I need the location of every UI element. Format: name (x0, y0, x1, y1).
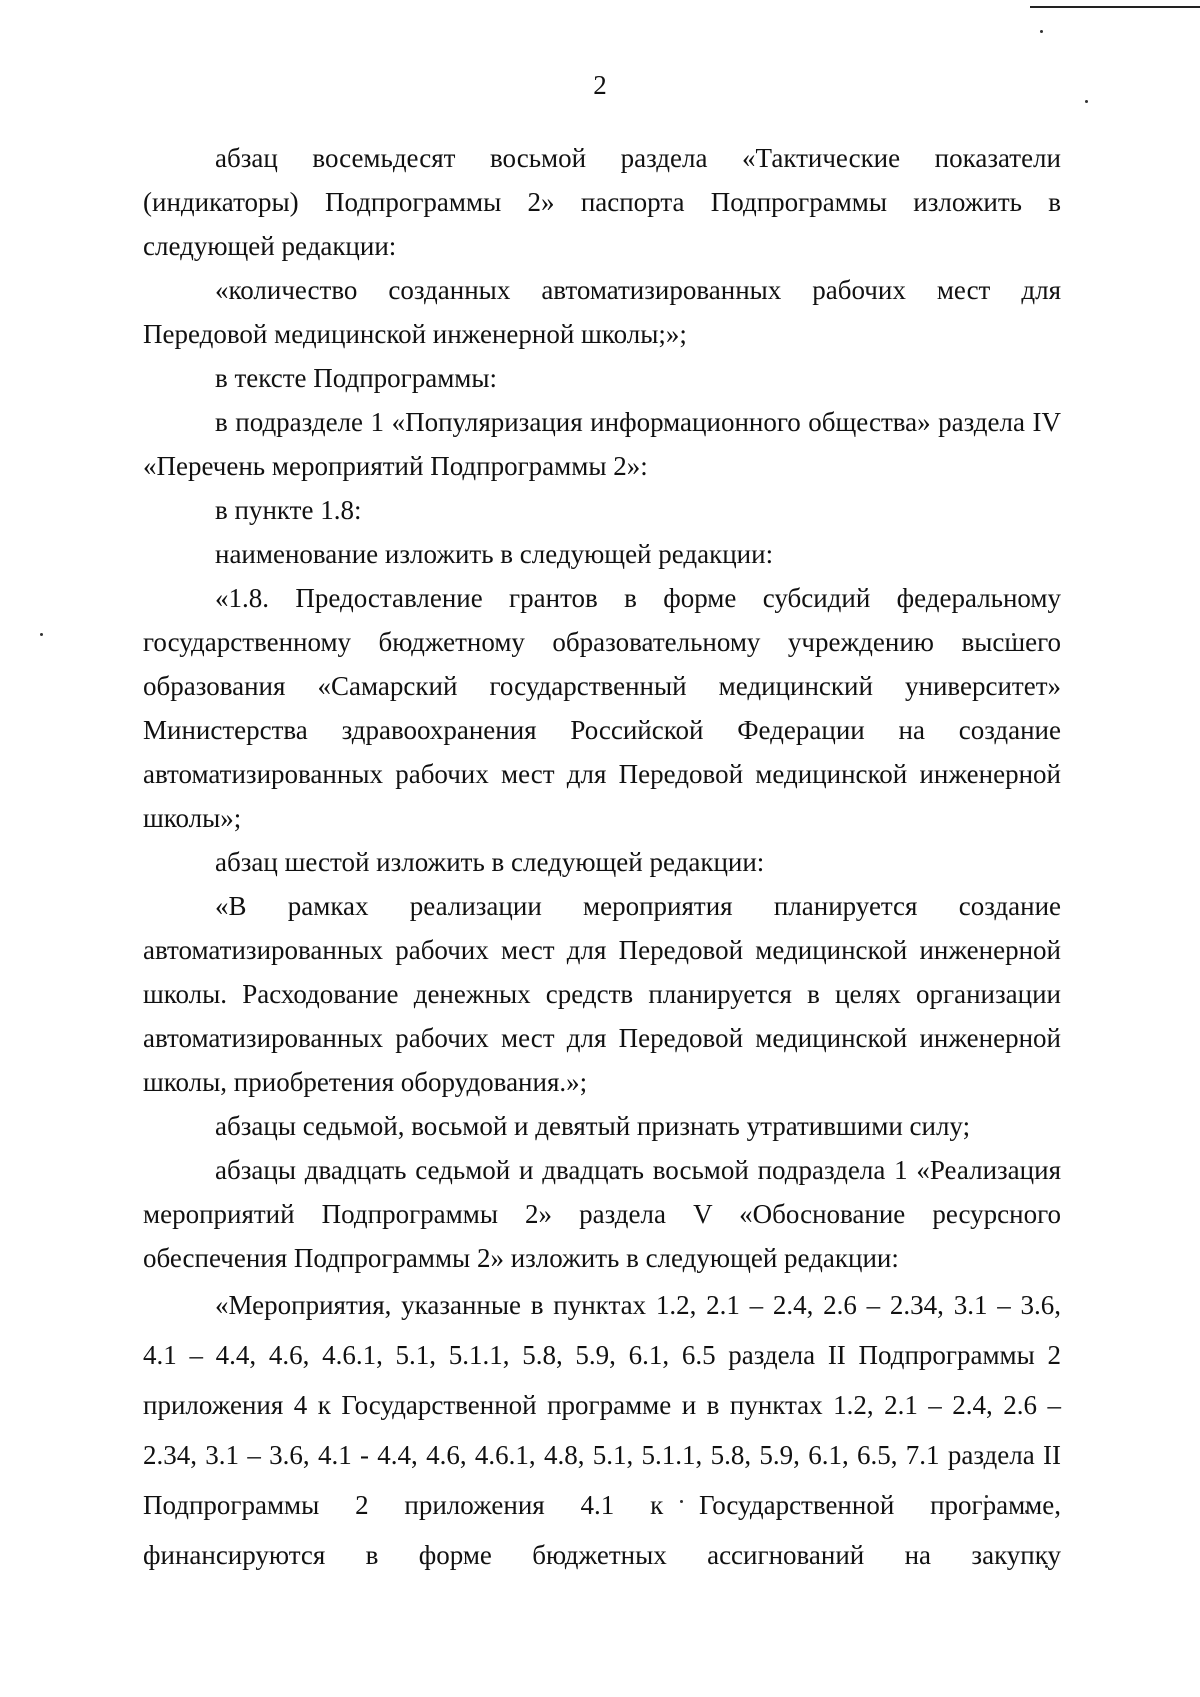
paragraph: абзацы двадцать седьмой и двадцать восьмой подраздела 1 «Реализация мероприятий Подпрограммы 2» раздела V «Обоснование ресурсного обеспечения Подпрограммы 2» изложить в следующей редакции: (143, 1155, 1061, 1273)
scan-speck (1040, 30, 1043, 33)
paragraph: абзац шестой изложить в следующей редакции: (215, 847, 765, 877)
paragraph: абзац восемьдесят восьмой раздела «Тактические показатели (индикаторы) Подпрограммы 2» паспорта Подпрограммы изложить в следующей редакции: (143, 143, 1061, 261)
paragraph: «1.8. Предоставление грантов в форме субсидий федеральному государственному бюджетному образовательному учреждению высшего образования «Самарский государственный медицинский университет» Министерства здравоохранения Российской Федерации на создание автоматизированных рабочих мест для Передовой медицинской инженерной школы»; (143, 583, 1061, 833)
paragraph: наименование изложить в следующей редакции: (215, 539, 774, 569)
header-rule (1030, 6, 1200, 8)
page-number: 2 (593, 70, 607, 100)
document-body (143, 136, 1061, 1580)
paragraph: в тексте Подпрограммы: (215, 363, 498, 393)
paragraph: «количество созданных автоматизированных рабочих мест для Передовой медицинской инженерной школы;»; (143, 275, 1061, 349)
paragraph: «Мероприятия, указанные в пунктах 1.2, 2.1 – 2.4, 2.6 – 2.34, 3.1 – 3.6, 4.1 – 4.4, 4.6, 4.6.1, 5.1, 5.1.1, 5.8, 5.9, 6.1, 6.5 раздела II Подпрограммы 2 приложения 4 к Государственной программе и в пунктах 1.2, 2.1 – 2.4, 2.6 – 2.34, 3.1 – 3.6, 4.1 - 4.4, 4.6, 4.6.1, 4.8, 5.1, 5.1.1, 5.8, 5.9, 6.1, 6.5, 7.1 раздела II Подпрограммы 2 приложения 4.1 к Государственной программе, финансируются в форме бюджетных ассигнований на закупку (143, 1290, 1061, 1570)
scan-speck (40, 633, 43, 636)
paragraph: в подразделе 1 «Популяризация информационного общества» раздела IV «Перечень мероприятий Подпрограммы 2»: (143, 407, 1061, 481)
paragraph: в пункте 1.8: (215, 495, 362, 525)
paragraph: абзацы седьмой, восьмой и девятый признать утратившими силу; (215, 1111, 971, 1141)
paragraph: «В рамках реализации мероприятия планируется создание автоматизированных рабочих мест для Передовой медицинской инженерной школы. Расходование денежных средств планируется в целях организации автоматизированных рабочих мест для Передовой медицинской инженерной школы, приобретения оборудования.»; (143, 891, 1061, 1097)
